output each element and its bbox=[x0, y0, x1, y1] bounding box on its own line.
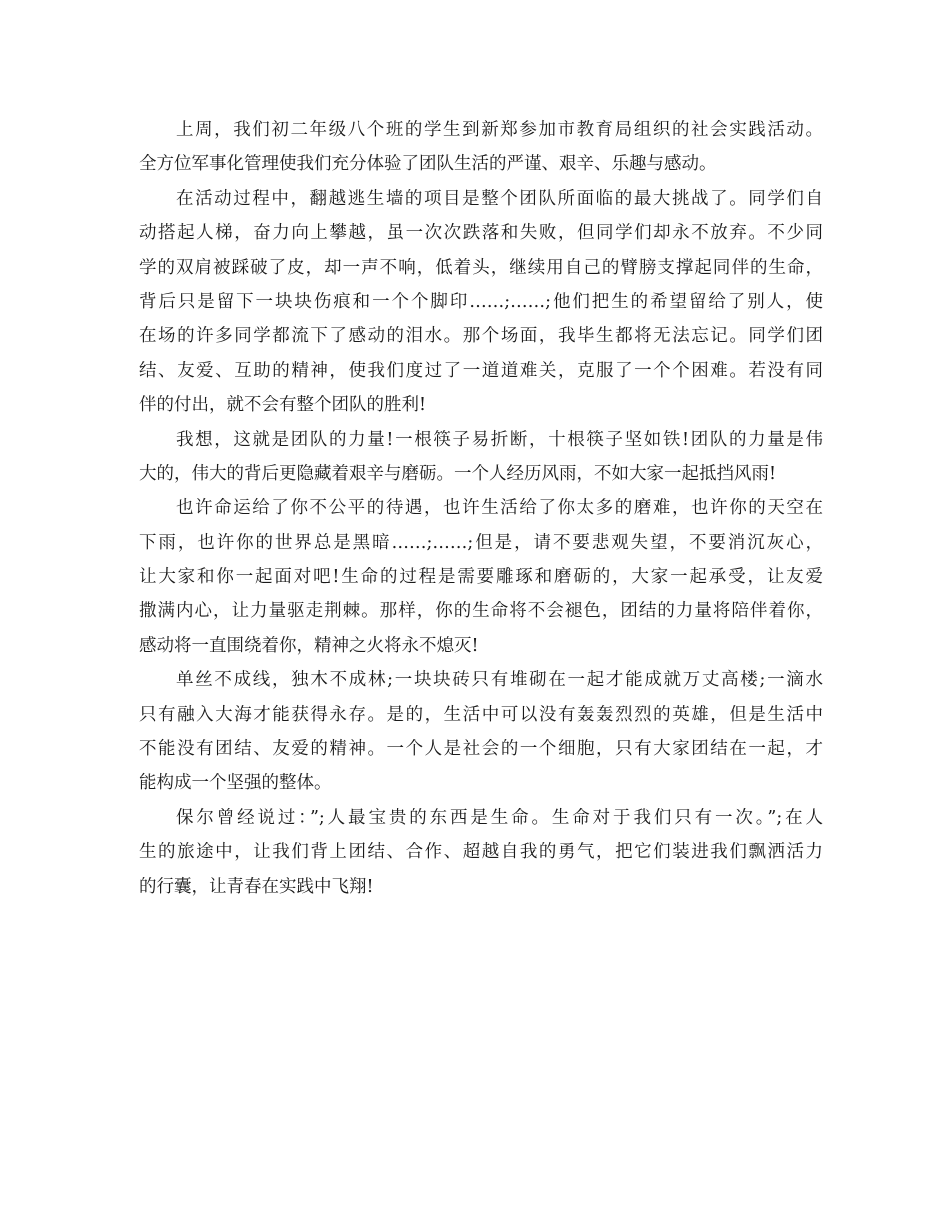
text-line: 也许命运给了你不公平的待遇，也许生活给了你太多的磨难，也许你的天空在 bbox=[176, 498, 823, 519]
paragraph bbox=[139, 182, 823, 423]
text-line: 感动将一直围绕着你，精神之火将永不熄灭! bbox=[139, 635, 479, 656]
paragraph bbox=[139, 801, 823, 904]
text-line: 撒满内心，让力量驱走荆棘。那样，你的生命将不会褪色，团结的力量将陪伴着你， bbox=[139, 601, 823, 622]
document-page bbox=[139, 113, 823, 904]
text-line: 全方位军事化管理使我们充分体验了团队生活的严谨、艰辛、乐趣与感动。 bbox=[139, 154, 717, 175]
paragraph bbox=[139, 423, 823, 492]
text-line: 单丝不成线，独木不成林;一块块砖只有堆砌在一起才能成就万丈高楼;一滴水 bbox=[176, 670, 823, 691]
text-line: 的行囊，让青春在实践中飞翔! bbox=[139, 876, 374, 897]
text-line: 我想，这就是团队的力量!一根筷子易折断，十根筷子坚如铁!团队的力量是伟 bbox=[176, 429, 823, 450]
text-line: 让大家和你一起面对吧!生命的过程是需要雕琢和磨砺的，大家一起承受，让友爱 bbox=[139, 567, 823, 588]
text-line: 在活动过程中，翻越逃生墙的项目是整个团队所面临的最大挑战了。同学们自 bbox=[176, 188, 823, 209]
text-line: 学的双肩被踩破了皮，却一声不响，低着头，继续用自己的臂膀支撑起同伴的生命， bbox=[139, 257, 823, 278]
text-line: 能构成一个坚强的整体。 bbox=[139, 773, 332, 794]
paragraph bbox=[139, 491, 823, 663]
text-line: 上周，我们初二年级八个班的学生到新郑参加市教育局组织的社会实践活动。 bbox=[176, 120, 823, 140]
paragraph bbox=[139, 663, 823, 801]
text-line: 背后只是留下一块块伤痕和一个个脚印……;……;他们把生的希望留给了别人，使 bbox=[139, 291, 823, 312]
text-line: 保尔曾经说过：”;人最宝贵的东西是生命。生命对于我们只有一次。”;在人 bbox=[176, 807, 823, 828]
text-line: 大的，伟大的背后更隐藏着艰辛与磨砺。一个人经历风雨，不如大家一起抵挡风雨! bbox=[139, 463, 777, 484]
text-line: 在场的许多同学都流下了感动的泪水。那个场面，我毕生都将无法忘记。同学们团 bbox=[139, 326, 823, 347]
text-line: 不能没有团结、友爱的精神。一个人是社会的一个细胞，只有大家团结在一起，才 bbox=[139, 739, 823, 760]
text-line: 伴的付出，就不会有整个团队的胜利! bbox=[139, 395, 427, 416]
text-line: 下雨，也许你的世界总是黑暗……;……;但是，请不要悲观失望，不要消沉灰心， bbox=[139, 532, 823, 553]
text-line: 动搭起人梯，奋力向上攀越，虽一次次跌落和失败，但同学们却永不放弃。不少同 bbox=[139, 223, 823, 244]
text-line: 结、友爱、互助的精神，使我们度过了一道道难关，克服了一个个困难。若没有同 bbox=[139, 360, 823, 381]
paragraph bbox=[139, 113, 823, 182]
text-line: 生的旅途中，让我们背上团结、合作、超越自我的勇气，把它们装进我们飘洒活力 bbox=[139, 842, 823, 863]
text-line: 只有融入大海才能获得永存。是的，生活中可以没有轰轰烈烈的英雄，但是生活中 bbox=[139, 704, 823, 725]
